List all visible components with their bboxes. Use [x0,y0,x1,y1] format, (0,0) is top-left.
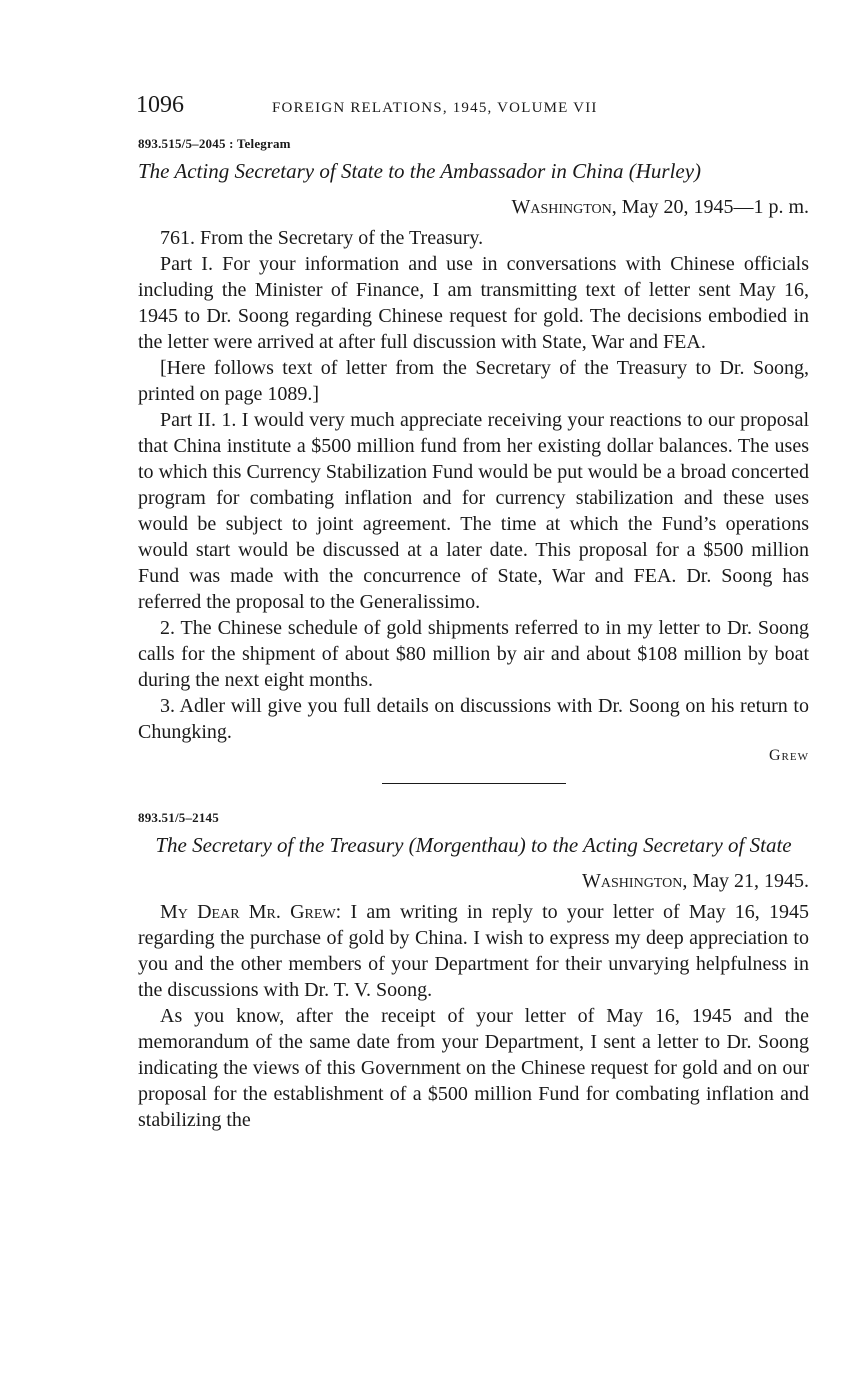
signature: Grew [769,747,809,764]
file-number: 893.515/5–2045 : Telegram [138,136,291,151]
dateline [138,196,809,219]
paragraph-text: I am writing in reply to your letter of May 16, 1945 regarding the purchase of gold by China. I wish to express my deep appreciation to you and the other members of your Department for their unvarying helpfulness in the discussions with Dr. T. V. Soong. [138,901,810,1001]
salutation: My Dear Mr. Grew: [160,901,342,923]
paragraph: 761. From the Secretary of the Treasury. [160,227,484,249]
paragraph: 2. The Chinese schedule of gold shipments referred to in my letter to Dr. Soong calls for the shipment of about $80 million by air and about $108 million by boat during the next eight months. [138,617,809,691]
dateline-place: Washington [582,870,683,892]
dateline-date: , May 20, 1945—1 p. m. [611,196,809,218]
paragraph [138,899,809,1003]
page-number: 1096 [136,92,184,118]
paragraph: Part I. For your information and use in conversations with Chinese officials including the Minister of Finance, I am transmitting text of letter sent May 16, 1945 to Dr. Soong regarding Chinese request for gold. The decisions embodied in the letter were arrived at after full discussion with State, War and FEA. [138,253,809,353]
dateline-place: Washington [511,196,612,218]
document-title: The Acting Secretary of State to the Ambassador in China (Hurley) [138,159,702,183]
dateline [138,870,809,893]
document-title: The Secretary of the Treasury (Morgenthau) to the Acting Secretary of State [155,833,792,857]
paragraph: Part II. 1. I would very much appreciate receiving your reactions to our proposal that China institute a $500 million fund from her existing dollar balances. The uses to which this Currency Stabilization Fund would be put would be a broad concerted program for combating inflation and for currency stabilization and these uses would be subject to joint agreement. The time at which the Fund’s operations would start would be discussed at a later date. This proposal for a $500 million Fund was made with the concurrence of State, War and FEA. Dr. Soong has referred the proposal to the Generalissimo. [138,409,809,613]
dateline-date: , May 21, 1945. [682,870,809,892]
document-page [138,92,809,1133]
paragraph: As you know, after the receipt of your letter of May 16, 1945 and the memorandum of the same date from your Department, I sent a letter to Dr. Soong indicating the views of this Government on the Chinese request for gold and on our proposal for the establishment of a $500 million Fund for combating inflation and stabilizing the [138,1005,809,1131]
paragraph: 3. Adler will give you full details on discussions with Dr. Soong on his return to Chungking. [138,695,809,743]
file-number: 893.51/5–2145 [138,810,219,825]
section-divider [382,783,566,784]
running-head: FOREIGN RELATIONS, 1945, VOLUME VII [272,100,598,116]
page-header [138,92,809,126]
paragraph: [Here follows text of letter from the Secretary of the Treasury to Dr. Soong, printed on page 1089.] [138,357,809,405]
